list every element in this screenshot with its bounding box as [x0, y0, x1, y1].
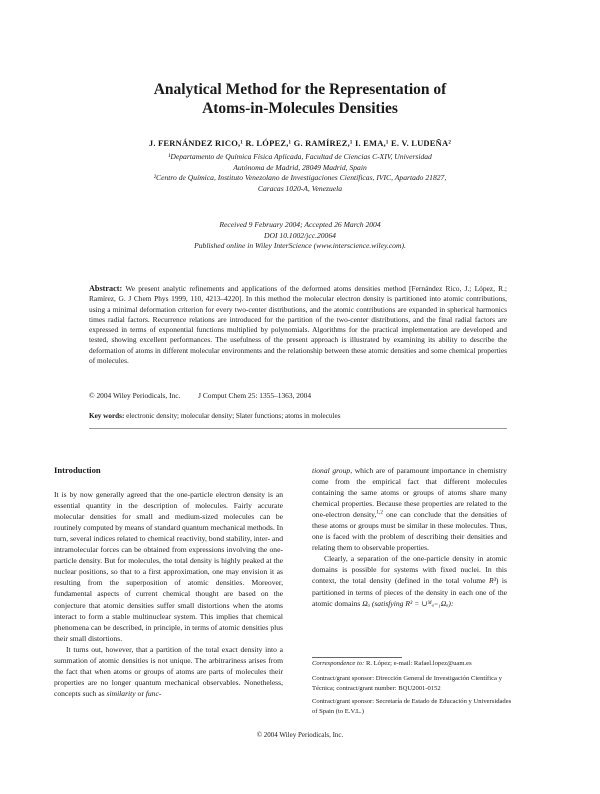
abstract-label: Abstract:	[89, 284, 123, 293]
copyright: © 2004 Wiley Periodicals, Inc.	[89, 391, 181, 400]
affiliation-1b: Autónoma de Madrid, 28049 Madrid, Spain	[233, 162, 367, 172]
doi: DOI 10.1002/jcc.20064	[264, 230, 336, 240]
left-column	[54, 465, 283, 699]
paper-title	[0, 80, 600, 118]
keywords-text: electronic density; molecular density; Slater functions; atoms in molecules	[126, 412, 341, 420]
abstract	[89, 284, 507, 366]
footnote-divider	[312, 657, 402, 658]
title-line-2: Atoms-in-Molecules Densities	[202, 100, 398, 117]
journal-reference: J Comput Chem 25: 1355–1363, 2004	[198, 391, 312, 400]
page-footer-copyright: © 2004 Wiley Periodicals, Inc.	[256, 731, 344, 739]
received-date: Received 9 February 2004; Accepted 26 March 2004	[219, 220, 381, 229]
intro-paragraph-2: It turns out, however, that a partition of the total exact density into a summation of atomic densities is not unique. The arbitrariness arises from the fact that when atoms or groups of atoms are parts of molecules their properties are no longer quantum mechanical observables. Nonetheless, concepts such as similarity or func-	[54, 644, 283, 698]
copyright-line	[89, 391, 311, 400]
footnote-grant-1: Contract/grant sponsor: Dirección General de Investigación Científica y Técnica; contract/grant number: BQU2001-0152	[312, 675, 502, 692]
title-line-1: Analytical Method for the Representation of	[153, 81, 447, 98]
abstract-text: We present analytic refinements and applications of the deformed atoms densities method [Fernández Rico, J.; López, R.; Ramírez, G. J Chem Phys 1999, 110, 4213–4220]. In this method the molecular electron density is partitioned into atomic contributions, using a minimal deformation criterion for every two-center distributions, and the atomic contributions are expanded in spherical harmonics times radial factors. Recurrence relations are introduced for the partition of the two-center distributions, and the final radial factors are expressed in terms of exponential functions multiplied by polynomials. Algorithms for the practical implementation are developed and tested, showing excellent performances. The usefulness of the present approach is illustrated by examining its ability to describe the deformation of atoms in different molecular environments and the relationship between these atomic densities and some chemical properties of molecules.	[89, 284, 507, 366]
intro-heading: Introduction	[54, 465, 101, 475]
right-column	[312, 465, 507, 609]
correspondence-label: Correspondence to:	[312, 660, 365, 667]
author-list: J. FERNÁNDEZ RICO,¹ R. LÓPEZ,¹ G. RAMÍREZ,¹ I. EMA,¹ E. V. LUDEÑA²	[148, 138, 452, 148]
publication-dates	[0, 220, 600, 252]
right-paragraph-2: Clearly, a separation of the one-particle density in atomic domains is possible for systems with fixed nuclei. In this context, the total density (defined in the total volume R³) is partitioned in terms of pieces of the density in each one of the atomic domains Ωₐ (satisfying R³ = ∪ᴹₐ₌₁Ωₐ):	[312, 554, 507, 608]
affiliation-2b: Caracas 1020-A, Venezuela	[257, 183, 343, 193]
affiliation-2a: ²Centro de Química, Instituto Venezolano de Investigaciones Científicas, IVIC, Apartado 21827,	[153, 173, 447, 182]
affiliation-1a: ¹Departamento de Química Física Aplicada, Facultad de Ciencias C-XIV, Universidad	[168, 152, 432, 161]
abstract-divider	[89, 428, 507, 429]
footnote-grant-2: Contract/grant sponsor: Secretaría de Estado de Educación y Universidades of Spain (to E.V.L.)	[312, 698, 512, 715]
published-online: Published online in Wiley InterScience (www.interscience.wiley.com).	[194, 241, 406, 250]
footnote-correspondence	[312, 659, 512, 669]
right-paragraph-1: tional group, which are of paramount importance in chemistry come from the empirical fact that different molecules containing the same atoms or groups of atoms share many chemical properties. Because these properties are related to the one-electron density,$^{1,2}$ one can conclude that the densities of these atoms or groups must be similar in these molecules. Thus, one is faced with the problem of describing their densities and relating them to observable properties.	[312, 466, 508, 553]
keywords-label: Key words:	[89, 412, 125, 420]
intro-paragraph-1: It is by now generally agreed that the one-particle electron density is an essential quantity in the description of molecules. Fairly accurate molecular densities for small and medium-sized molecules can be routinely computed by means of standard quantum mechanical methods. In turn, several indices related to chemical reactivity, bond stability, inter- and intramolecular forces can be obtained from expressions involving the one-particle density. But for molecules, the total density is highly peaked at the nuclear positions, so that to a first approximation, one may envision it as resulting from the superposition of atomic densities. Moreover, fundamental aspects of current chemical thought are based on the conjecture that atomic densities suffer small distortions when the atoms interact to form a stable multinuclear system. This implies that chemical phenomena can be described, in principle, in terms of atomic densities plus their small distortions.	[54, 490, 283, 643]
keywords	[89, 412, 341, 420]
correspondence-text: R. López; e-mail: Rafael.lopez@uam.es	[364, 660, 472, 667]
